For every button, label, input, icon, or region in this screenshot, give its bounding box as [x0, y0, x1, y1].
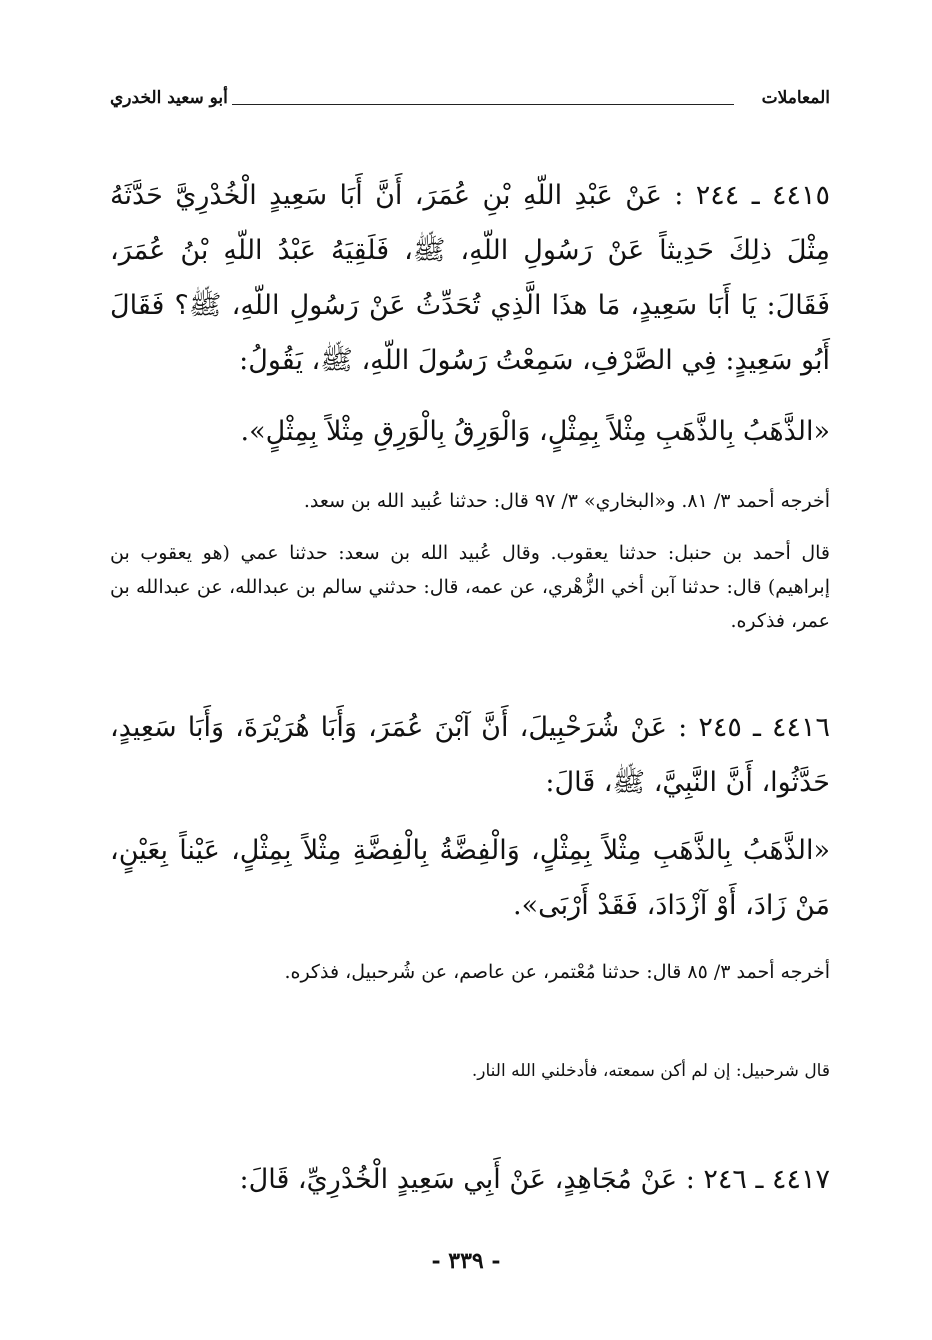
hadith-4415-matn: «الذَّهَبُ بِالذَّهَبِ مِثْلاً بِمِثْلٍ، وَالْوَرِقُ بِالْوَرِقِ مِثْلاً بِمِثْلٍ».: [240, 416, 830, 447]
hadith-4415-takhrij: أخرجه أحمد ٣/ ٨١. و«البخاري» ٣/ ٩٧ قال: حدثنا عُبيد الله بن سعد.: [303, 490, 830, 512]
hadith-4416-text: ٤٤١٦ ـ ٢٤٥ : عَنْ شُرَحْبِيلَ، أَنَّ آبْنَ عُمَرَ، وَأَبَا هُرَيْرَةَ، وَأَبَا سَعِيدٍ، حَدَّثُوا، أَنَّ النَّبِيَّ، ﷺ، قَالَ:: [110, 712, 831, 798]
hadith-4416-note: قال شرحبيل: إن لم أكن سمعته، فأدخلني الله النار.: [471, 1061, 830, 1081]
hadith-4416-takhrij: أخرجه أحمد ٣/ ٨٥ قال: حدثنا مُعْتمر، عن عاصم، عن شُرحبيل، فذكره.: [284, 961, 830, 983]
header-narrator-title: أبو سعيد الخدري: [110, 88, 228, 108]
running-header: [110, 88, 830, 118]
header-section-title: المعاملات: [761, 88, 830, 108]
header-rule: [232, 104, 734, 105]
hadith-4416-matn: «الذَّهَبُ بِالذَّهَبِ مِثْلاً بِمِثْلٍ، وَالْفِضَّةُ بِالْفِضَّةِ مِثْلاً بِمِثْلٍ، عَيْناً بِعَيْنٍ، مَنْ زَادَ، أَوْ آزْدَادَ، فَقَدْ أَرْبَى».: [110, 835, 830, 921]
page-number: - ٣٣٩ -: [431, 1248, 501, 1274]
hadith-4417-text: ٤٤١٧ ـ ٢٤٦ : عَنْ مُجَاهِدٍ، عَنْ أَبِي سَعِيدٍ الْخُدْرِيِّ، قَالَ:: [239, 1164, 830, 1195]
hadith-4415-text: ٤٤١٥ ـ ٢٤٤ : عَنْ عَبْدِ اللّهِ بْنِ عُمَرَ، أَنَّ أَبَا سَعِيدٍ الْخُدْرِيَّ حَدَّثَهُ مِثْلَ ذلِكَ حَدِيثاً عَنْ رَسُولِ اللّهِ، ﷺ، فَلَقِيَهُ عَبْدُ اللّهِ بْنُ عُمَرَ، فَقَالَ: يَا أَبَا سَعِيدٍ، مَا هذَا الَّذِي تُحَدِّثُ عَنْ رَسُولِ اللّهِ، ﷺ؟ فَقَالَ أَبُو سَعِيدٍ: فِي الصَّرْفِ، سَمِعْتُ رَسُولَ اللّهِ، ﷺ، يَقُولُ:: [110, 180, 830, 376]
hadith-4415-detail: قال أحمد بن حنبل: حدثنا يعقوب. وقال عُبيد الله بن سعد: حدثنا عمي (هو يعقوب بن إبراهيم) قال: حدثنا آبن أخي الزُّهْري، عن عمه، قال: حدثني سالم بن عبدالله، عن عبدالله بن عمر، فذكره.: [110, 542, 830, 632]
